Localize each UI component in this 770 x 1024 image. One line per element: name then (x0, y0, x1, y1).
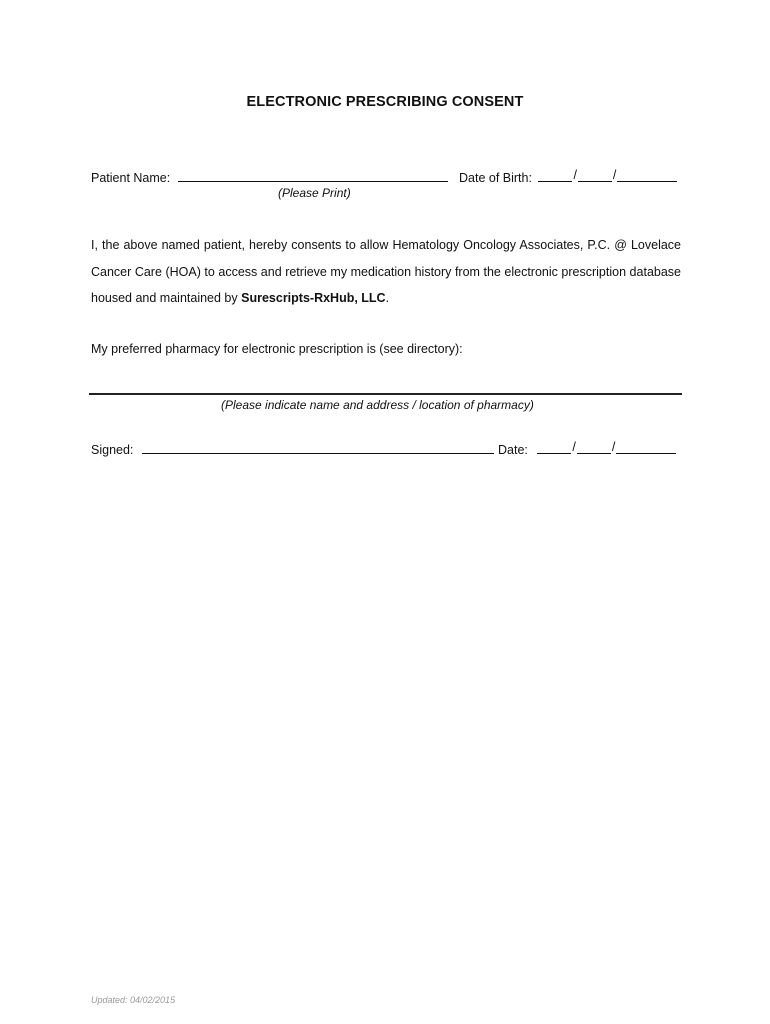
date-field-group (537, 440, 676, 454)
patient-name-row (91, 168, 448, 185)
dob-label: Date of Birth: (459, 171, 532, 185)
consent-company-name: Surescripts-RxHub, LLC (241, 291, 386, 305)
date-row (498, 440, 676, 457)
form-title: ELECTRONIC PRESCRIBING CONSENT (246, 94, 524, 110)
updated-note: Updated: 04/02/2015 (91, 995, 176, 1005)
pharmacy-field[interactable] (89, 393, 682, 395)
signed-label: Signed: (91, 443, 134, 457)
pharmacy-note: (Please indicate name and address / location of pharmacy) (221, 398, 534, 412)
date-slash: / (611, 440, 616, 454)
patient-name-field[interactable] (178, 168, 448, 182)
date-year-field[interactable] (616, 440, 676, 454)
signature-field[interactable] (142, 440, 494, 454)
consent-text: I, the above named patient, hereby consents to allow Hematology Oncology Associates, P.C. @ Lovelace Cancer Care (HOA) to access and retrieve my medication history from the electronic prescription database housed and maintained by (91, 238, 681, 305)
date-month-field[interactable] (537, 440, 571, 454)
date-day-field[interactable] (577, 440, 611, 454)
dob-day-field[interactable] (578, 168, 612, 182)
patient-name-label: Patient Name: (91, 171, 171, 185)
consent-text-end: . (385, 291, 390, 305)
date-slash: / (572, 440, 576, 454)
dob-year-field[interactable] (617, 168, 677, 182)
dob-month-field[interactable] (538, 168, 572, 182)
date-label: Date: (498, 443, 528, 457)
pharmacy-prompt: My preferred pharmacy for electronic prescription is (see directory): (91, 342, 463, 356)
please-print-note: (Please Print) (278, 186, 351, 200)
dob-row (459, 168, 677, 185)
signed-row (91, 440, 494, 457)
dob-slash: / (573, 168, 577, 182)
consent-paragraph (91, 232, 681, 312)
dob-field-group (538, 168, 677, 182)
dob-slash: / (612, 168, 617, 182)
